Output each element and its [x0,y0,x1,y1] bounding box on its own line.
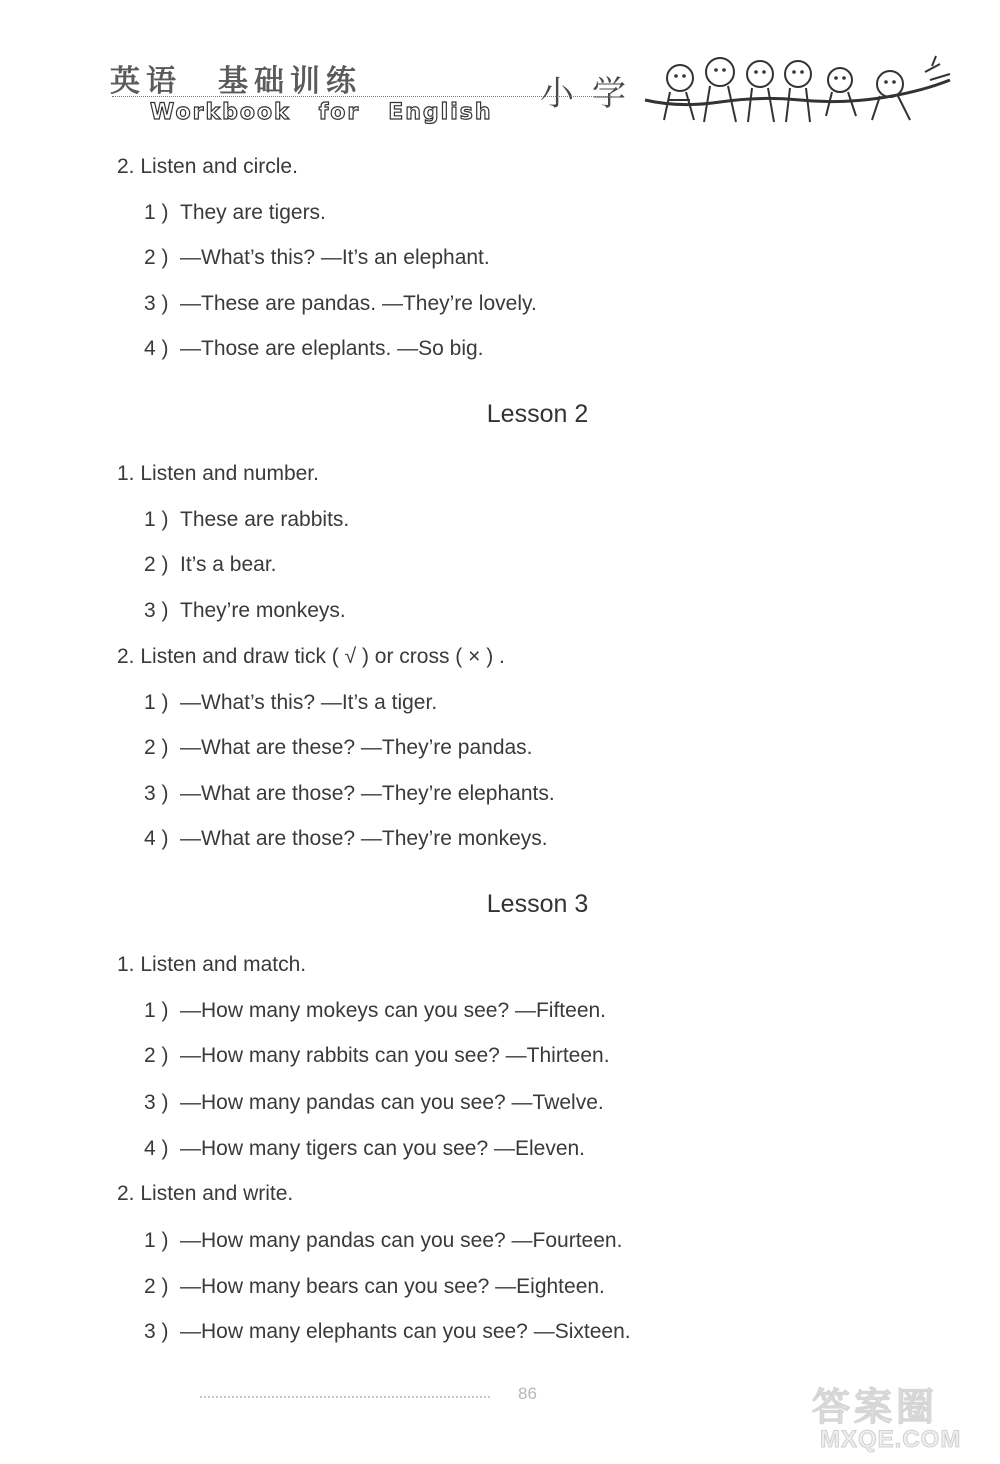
exercise-item [144,1090,604,1116]
item-text: —How many bears can you see? —Eighteen. [180,1275,605,1298]
item-text: —How many tigers can you see? —Eleven. [180,1137,586,1160]
page-number: 86 [518,1384,537,1403]
exercise-item [144,998,606,1024]
exercise-item [144,507,349,533]
item-number: 4 ) [144,1137,169,1160]
exercise-item [144,1274,605,1300]
item-number: 1 ) [144,691,169,714]
lesson-title: Lesson 3 [486,890,589,918]
item-number: 2 ) [144,246,169,269]
exercise-item [144,781,555,807]
item-number: 3 ) [144,599,169,622]
item-text: —What’s this? —It’s an elephant. [180,246,490,269]
item-text: —How many pandas can you see? —Fourteen. [180,1229,623,1252]
item-text: —What are those? —They’re elephants. [180,782,555,805]
footer-rule [200,1396,490,1398]
item-number: 3 ) [144,1320,169,1343]
watermark-url: MXQE.COM [820,1426,962,1453]
book-title-en-word-2: for [318,100,361,125]
item-text: They are tigers. [180,201,326,224]
exercise-heading: 2. Listen and circle. [117,155,298,178]
exercise-item [144,291,537,317]
item-text: They’re monkeys. [180,599,346,622]
item-text: —How many pandas can you see? —Twelve. [180,1091,604,1114]
page-header [0,0,1000,140]
item-number: 2 ) [144,553,169,576]
item-number: 3 ) [144,782,169,805]
item-number: 2 ) [144,736,169,759]
item-number: 3 ) [144,1091,169,1114]
exercise-item [144,1043,610,1069]
book-title-cn [110,56,362,100]
item-number: 1 ) [144,1229,169,1252]
book-title-en-word-1: Workbook [150,100,291,125]
item-text: —These are pandas. —They’re lovely. [180,292,537,315]
lesson-title: Lesson 2 [486,400,589,428]
exercise-item [144,826,548,852]
item-text: —How many rabbits can you see? —Thirteen. [180,1044,610,1067]
header-rule [112,96,612,97]
exercise-item [144,690,437,716]
book-title-cn-subject: 英语 [110,64,182,99]
item-number: 1 ) [144,201,169,224]
book-level: 小学 [540,74,644,114]
exercise-heading: 2. Listen and draw tick ( √ ) or cross ( × ) . [117,645,505,668]
item-text: —Those are eleplants. —So big. [180,337,484,360]
item-number: 2 ) [144,1275,169,1298]
exercise-item [144,552,277,578]
exercise-item [144,735,533,761]
exercise-item [144,200,326,226]
exercise-item [144,598,346,624]
watermark-logo [812,1376,992,1462]
book-title-cn-series: 基础训练 [218,64,362,99]
item-text: —What are those? —They’re monkeys. [180,827,548,850]
item-text: —What’s this? —It’s a tiger. [180,691,438,714]
exercise-heading: 2. Listen and write. [117,1182,294,1205]
item-text: —What are these? —They’re pandas. [180,736,533,759]
book-title-en-word-3: English [388,100,493,125]
item-text: —How many elephants can you see? —Sixteen. [180,1320,631,1343]
exercise-item [144,336,484,362]
item-text: —How many mokeys can you see? —Fifteen. [180,999,607,1022]
exercise-heading: 1. Listen and number. [117,462,319,485]
children-tug-of-war-icon [640,50,960,130]
exercise-item [144,1228,622,1254]
item-text: These are rabbits. [180,508,350,531]
exercise-item [144,245,490,271]
exercise-item [144,1136,585,1162]
item-number: 4 ) [144,337,169,360]
book-title-en [150,100,493,125]
watermark-text: 答案圈 [812,1385,939,1429]
item-text: It’s a bear. [180,553,277,576]
item-number: 1 ) [144,508,169,531]
exercise-item [144,1319,631,1345]
item-number: 1 ) [144,999,169,1022]
item-number: 4 ) [144,827,169,850]
exercise-heading: 1. Listen and match. [117,953,307,976]
item-number: 2 ) [144,1044,169,1067]
item-number: 3 ) [144,292,169,315]
